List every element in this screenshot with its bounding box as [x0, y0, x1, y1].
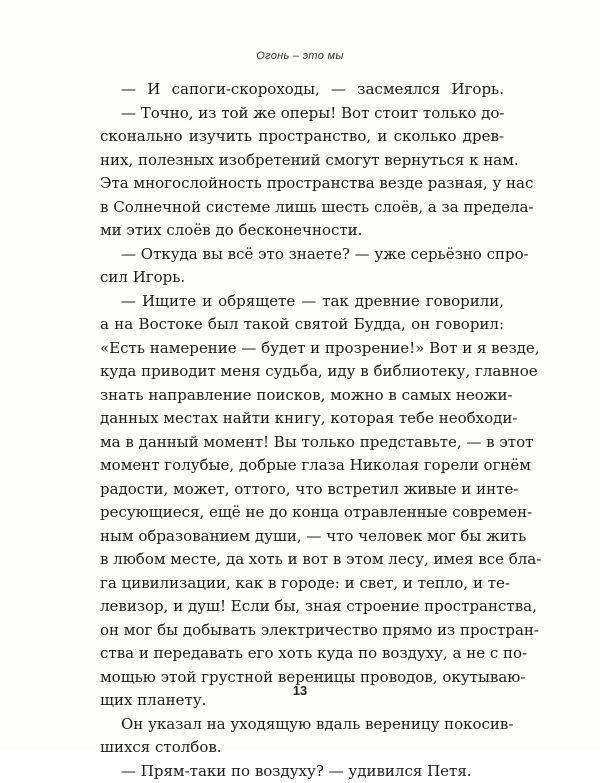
text-line: ма в данный момент! Вы только представьте, — в этот — [100, 431, 504, 455]
text-line: а на Востоке был такой святой Будда, он говорил: — [100, 313, 504, 337]
text-line: данных местах найти книгу, которая тебе необходи- — [100, 407, 504, 431]
text-line: — Ищите и обрящете — так древние говорили, — [100, 290, 504, 314]
text-line: в Солнечной системе лишь шесть слоёв, а за предела- — [100, 196, 504, 220]
text-line: «Есть намерение — будет и прозрение!» Вот и я везде, — [100, 337, 504, 361]
text-line: он мог бы добывать электричество прямо из простран- — [100, 619, 504, 643]
text-line: ным образованием души, — что человек мог бы жить — [100, 525, 504, 549]
text-line: — И сапоги-скороходы, — засмеялся Игорь. — [100, 78, 504, 102]
text-line: куда приводит меня судьба, иду в библиотеку, главное — [100, 360, 504, 384]
text-line: ства и передавать его хоть куда по воздуху, а не с по- — [100, 642, 504, 666]
text-line: га цивилизации, как в городе: и свет, и тепло, и те- — [100, 572, 504, 596]
text-line: момент голубые, добрые глаза Николая горели огнём — [100, 454, 504, 478]
text-line: щих планету. — [100, 689, 504, 713]
body-text — [100, 78, 504, 783]
text-line: в любом месте, да хоть и вот в этом лесу, имея все бла- — [100, 548, 504, 572]
text-line: — Откуда вы всё это знаете? — уже серьёзно спро- — [100, 243, 504, 267]
text-line: Он указал на уходящую вдаль вереницу покосив- — [100, 713, 504, 737]
text-line: сил Игорь. — [100, 266, 504, 290]
text-line: — Прям-таки по воздуху? — удивился Петя. — [100, 760, 504, 783]
running-header: Огонь – это мы — [0, 50, 600, 62]
text-line: ресующиеся, ещё не до конца отравленные современ- — [100, 501, 504, 525]
text-line: радости, может, оттого, что встретил живые и инте- — [100, 478, 504, 502]
page-number: 13 — [0, 683, 600, 698]
text-line: Эта многослойность пространства везде разная, у нас — [100, 172, 504, 196]
text-line: ми этих слоёв до бесконечности. — [100, 219, 504, 243]
text-line: левизор, и душ! Если бы, зная строение пространства, — [100, 595, 504, 619]
text-line: них, полезных изобретений смогут вернуться к нам. — [100, 149, 504, 173]
text-line: знать направление поисков, можно в самых неожи- — [100, 384, 504, 408]
text-line: — Точно, из той же оперы! Вот стоит только до- — [100, 102, 504, 126]
text-line: мощью этой грустной вереницы проводов, окутываю- — [100, 666, 504, 690]
text-line: сконально изучить пространство, и сколько древ- — [100, 125, 504, 149]
text-line: шихся столбов. — [100, 736, 504, 760]
